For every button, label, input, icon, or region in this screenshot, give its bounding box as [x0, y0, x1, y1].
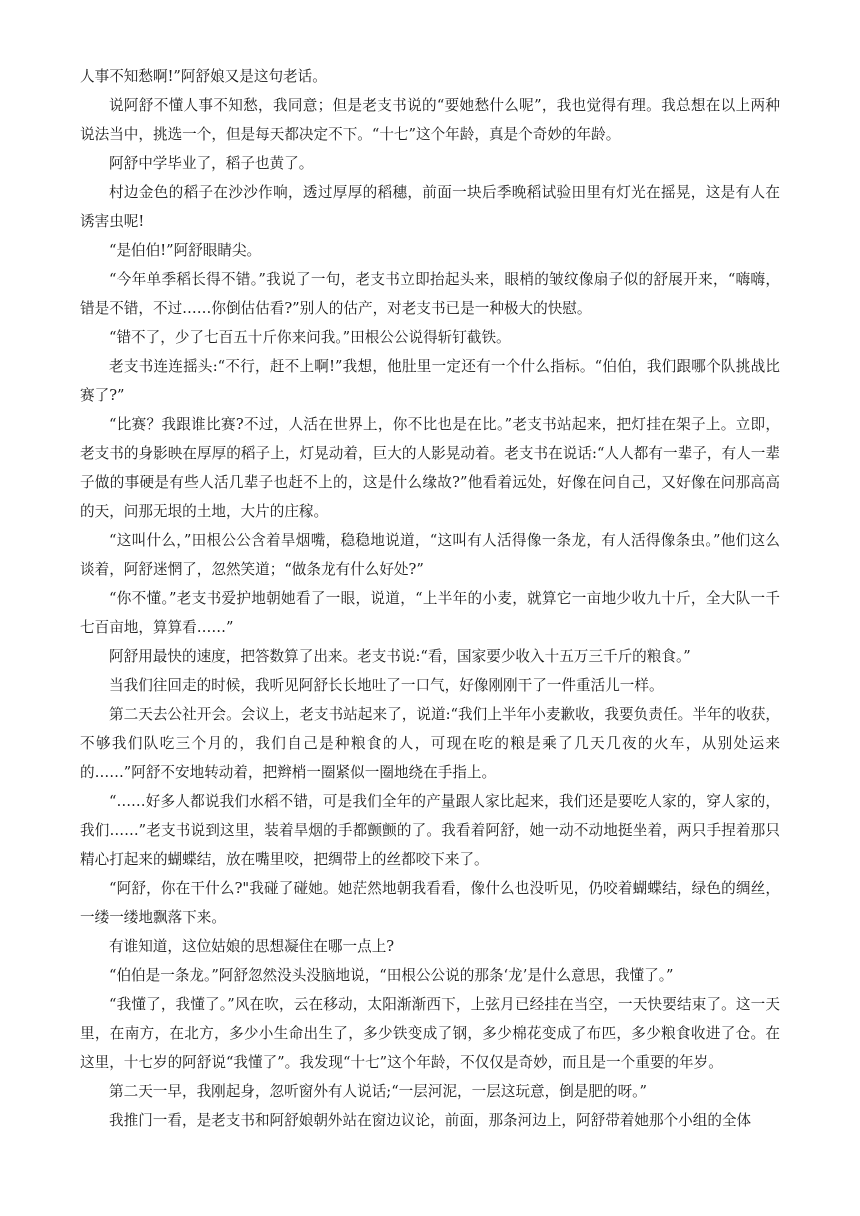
paragraph-12: 阿舒用最快的速度，把答数算了出来。老支书说:“看，国家要少收入十五万三千斤的粮食。”	[109, 648, 691, 665]
paragraph-11: “你不懂。”老支书爱护地朝她看了一眼，说道，“上半年的小麦，就算它一亩地少收九十斤，全大队一千七百亩地，算算看……”	[80, 590, 780, 636]
paragraph-6: “今年单季稻长得不错。”我说了一句，老支书立即抬起头来，眼梢的皱纹像扇子似的舒展开来，“嗨嗨，错是不错，不过……你倒估估看?”别人的估产，对老支书已是一种极大的快慰。	[80, 271, 780, 317]
paragraph-7: “错不了，少了七百五十斤你来问我。”田根公公说得斩钉截铁。	[109, 329, 511, 346]
document-page	[80, 62, 780, 1135]
paragraph-18: “伯伯是一条龙。”阿舒忽然没头没脑地说，“田根公公说的那条‘龙’是什么意思，我懂了。”	[109, 967, 674, 984]
paragraph-1: 人事不知愁啊!”阿舒娘又是这句老话。	[80, 68, 327, 85]
paragraph-10: “这叫什么，”田根公公含着旱烟嘴，稳稳地说道，“这叫有人活得像一条龙，有人活得像条虫。”他们这么谈着，阿舒迷惘了，忽然笑道；“做条龙有什么好处?”	[80, 532, 780, 578]
paragraph-2: 说阿舒不懂人事不知愁，我同意；但是老支书说的“要她愁什么呢”，我也觉得有理。我总想在以上两种说法当中，挑选一个，但是每天都决定不下。“十七”这个年龄，真是个奇妙的年龄。	[80, 97, 780, 143]
paragraph-8: 老支书连连摇头:“不行，赶不上啊!”我想，他肚里一定还有一个什么指标。“伯伯，我们跟哪个队挑战比赛了?”	[80, 358, 780, 404]
paragraph-21: 我推门一看，是老支书和阿舒娘朝外站在窗边议论，前面，那条河边上，阿舒带着她那个小组的全体	[109, 1112, 752, 1129]
paragraph-15: “……好多人都说我们水稻不错，可是我们全年的产量跟人家比起来，我们还是要吃人家的，穿人家的，我们……”老支书说到这里，装着旱烟的手都颤颤的了。我看着阿舒，她一动不动地挺坐着，两只手捏着那只精心打起来的蝴蝶结，放在嘴里咬，把绸带上的丝都咬下来了。	[80, 793, 780, 868]
paragraph-20: 第二天一早，我刚起身，忽听窗外有人说话;“一层河泥，一层这玩意，倒是肥的呀。”	[109, 1083, 647, 1100]
paragraph-5: “是伯伯!”阿舒眼睛尖。	[109, 242, 262, 259]
paragraph-3: 阿舒中学毕业了，稻子也黄了。	[109, 155, 314, 172]
paragraph-14: 第二天去公社开会。会议上，老支书站起来了，说道:“我们上半年小麦歉收，我要负责任。半年的收获，不够我们队吃三个月的，我们自己是种粮食的人，可现在吃的粮是乘了几天几夜的火车，从别处运来的……”阿舒不安地转动着，把辫梢一圈紧似一圈地绕在手指上。	[80, 706, 780, 781]
paragraph-9: “比赛？我跟谁比赛?不过，人活在世界上，你不比也是在比。”老支书站起来，把灯挂在架子上。立即，老支书的身影映在厚厚的稻子上，灯晃动着，巨大的人影晃动着。老支书在说话:“人人都有一辈子，有人一辈子做的事硬是有些人活几辈子也赶不上的，这是什么缘故?”他看着远处，好像在问自己，又好像在问那高高的天，问那无垠的土地，大片的庄稼。	[80, 416, 780, 520]
paragraph-16: “阿舒，你在干什么?"我碰了碰她。她茫然地朝我看看，像什么也没听见，仍咬着蝴蝶结，绿色的绸丝，一缕一缕地飘落下来。	[80, 880, 780, 926]
paragraph-13: 当我们往回走的时候，我听见阿舒长长地吐了一口气，好像刚刚干了一件重活儿一样。	[109, 677, 664, 694]
paragraph-17: 有谁知道，这位姑娘的思想凝住在哪一点上?	[109, 938, 395, 955]
paragraph-4: 村边金色的稻子在沙沙作响，透过厚厚的稻穗，前面一块后季晚稻试验田里有灯光在摇晃，这是有人在诱害虫呢!	[80, 184, 780, 230]
paragraph-19: “我懂了，我懂了。”风在吹，云在移动，太阳渐渐西下，上弦月已经挂在当空，一天快要结束了。这一天里，在南方，在北方，多少小生命出生了，多少铁变成了钢，多少棉花变成了布匹，多少粮食收进了仓。在这里，十七岁的阿舒说“我懂了”。我发现“十七”这个年龄，不仅仅是奇妙，而且是一个重要的年岁。	[80, 996, 780, 1071]
